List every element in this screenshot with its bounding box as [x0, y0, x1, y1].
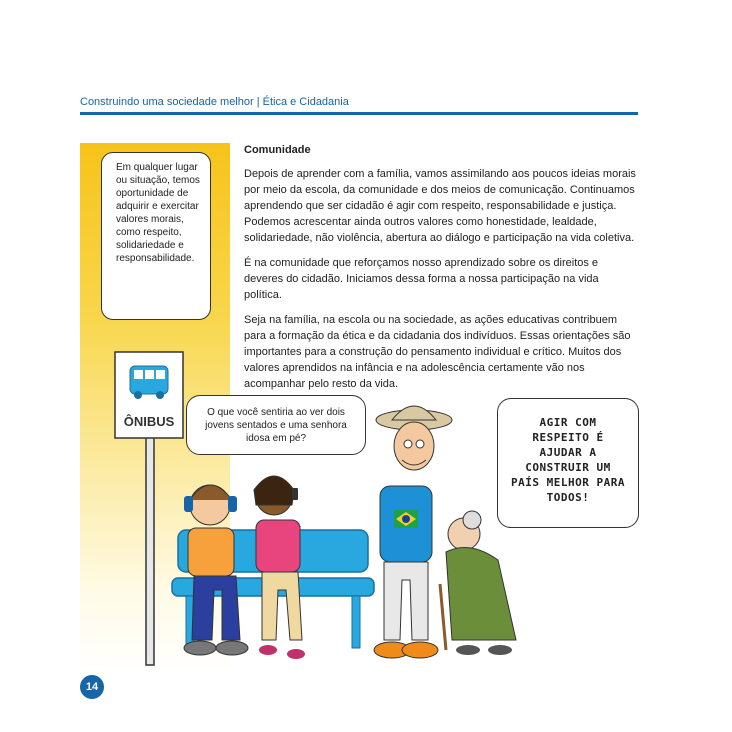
speech-bubble-answer: AGIR COM RESPEITO É AJUDAR A CONSTRUIR UM PAÍS MELHOR PARA TODOS!: [497, 398, 639, 528]
bus-stop-pole: [146, 420, 154, 665]
elderly-woman-figure: [440, 511, 516, 655]
article-paragraph: É na comunidade que reforçamos nosso aprendizado sobre os direitos e deveres do cidadão. Iniciamos dessa forma a nossa participação na vida política.: [244, 257, 599, 301]
girl-figure: [254, 476, 305, 659]
page-number-badge: 14: [80, 675, 104, 699]
article-paragraph: Seja na família, na escola ou na sociedade, as ações educativas contribuem para a formação da ética e da cidadania dos indivíduos. Essas orientações são importantes para a construção do pensamento individual e crítico. Muitos dos valores aprendidos na infância e na adolescência certamente vão nos acompanhar pelo resto da vida.: [244, 314, 631, 390]
speech-bubble-question: O que você sentiria ao ver dois jovens sentados e uma senhora idosa em pé?: [186, 395, 366, 455]
article-paragraph: Depois de aprender com a família, vamos assimilando aos poucos ideias morais por meio da escola, da comunidade e dos meios de comunicação. Continuamos aprendendo que ser cidadão é agir com respeito, responsabilidade e justiça. Podemos acrescentar ainda outros valores como honestidade, lealdade, solidariedade, não violência, abertura ao diálogo e participação na vida coletiva.: [244, 168, 636, 244]
bus-icon: [130, 366, 168, 399]
bus-sign-label: ÔNIBUS: [123, 414, 175, 429]
young-man-figure: [374, 406, 452, 658]
running-header: Construindo uma sociedade melhor | Ética e Cidadania: [80, 96, 349, 108]
article-heading: Comunidade: [244, 144, 311, 156]
sidebar-note: Em qualquer lugar ou situação, temos oportunidade de adquirir e exercitar valores morais, como respeito, solidariedade e responsabilidade.: [101, 152, 211, 320]
